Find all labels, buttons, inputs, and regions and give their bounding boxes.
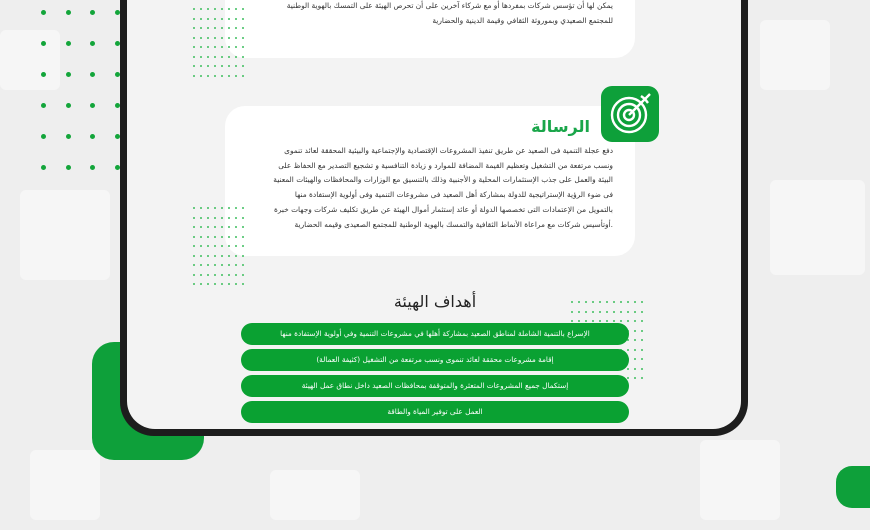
decorative-dot [242, 75, 244, 77]
decorative-dot [242, 46, 244, 48]
decorative-dot [235, 255, 237, 257]
target-icon [601, 86, 659, 142]
decorative-dot [214, 46, 216, 48]
decorative-dot [200, 264, 202, 266]
decorative-dot [221, 8, 223, 10]
decorative-dot [214, 217, 216, 219]
decorative-green-shape [836, 466, 870, 508]
decorative-dot [641, 358, 643, 360]
decorative-dot [641, 377, 643, 379]
decorative-dot [620, 301, 622, 303]
decorative-dot [193, 18, 195, 20]
decorative-dot [193, 245, 195, 247]
decorative-dot [235, 75, 237, 77]
decorative-dot [620, 320, 622, 322]
decorative-dot [214, 18, 216, 20]
decorative-dot [90, 72, 95, 77]
decorative-dot [242, 255, 244, 257]
decorative-dot [207, 236, 209, 238]
decorative-dot [634, 349, 636, 351]
decorative-dot [228, 27, 230, 29]
decorative-dot [228, 226, 230, 228]
decorative-dot [207, 18, 209, 20]
decorative-dot [41, 165, 46, 170]
vision-text [240, 0, 613, 28]
decorative-dot [641, 330, 643, 332]
decorative-dot [585, 311, 587, 313]
decorative-dot [214, 283, 216, 285]
vision-line: للمجتمع الصعيدي وبموروثة الثقافي وقيمة الدينية والحضارية [432, 15, 613, 25]
decorative-dot [200, 75, 202, 77]
decorative-dot [193, 217, 195, 219]
decorative-dot [193, 264, 195, 266]
bg-square [770, 180, 865, 275]
decorative-dot [242, 264, 244, 266]
decorative-dot [228, 245, 230, 247]
decorative-dot [66, 134, 71, 139]
decorative-dot [641, 349, 643, 351]
decorative-dot [235, 245, 237, 247]
decorative-dot [578, 311, 580, 313]
decorative-dot [193, 37, 195, 39]
decorative-dot [214, 255, 216, 257]
decorative-dot [193, 274, 195, 276]
decorative-dot [613, 320, 615, 322]
decorative-dot [200, 18, 202, 20]
mission-line: .أوتأسيس شركات مع مراعاة الأنماط الثقافية والتمسك بالهوية الوطنية للمجتمع الصعيدى وقيمه الحضارية [294, 219, 613, 229]
decorative-dot [235, 65, 237, 67]
decorative-dot [228, 255, 230, 257]
decorative-dot [627, 320, 629, 322]
decorative-dot [221, 217, 223, 219]
decorative-dot [235, 8, 237, 10]
decorative-dot [585, 301, 587, 303]
decorative-dot [200, 8, 202, 10]
decorative-dot [214, 245, 216, 247]
decorative-dot [207, 217, 209, 219]
decorative-dot [634, 377, 636, 379]
decorative-dot [90, 41, 95, 46]
decorative-dot [235, 18, 237, 20]
decorative-dot [221, 65, 223, 67]
decorative-dot [207, 8, 209, 10]
decorative-dot [634, 358, 636, 360]
decorative-dot [627, 368, 629, 370]
decorative-dot [235, 37, 237, 39]
decorative-dot [221, 274, 223, 276]
decorative-dot [193, 75, 195, 77]
decorative-dot [200, 236, 202, 238]
decorative-dot [193, 226, 195, 228]
bg-square [270, 470, 360, 520]
bg-square [760, 20, 830, 90]
decorative-dot [200, 65, 202, 67]
decorative-dot [235, 236, 237, 238]
decorative-dot [613, 311, 615, 313]
bg-square [20, 190, 110, 280]
decorative-dot [207, 207, 209, 209]
decorative-dot [571, 320, 573, 322]
decorative-dot [41, 10, 46, 15]
decorative-dot [115, 134, 120, 139]
decorative-dot [627, 311, 629, 313]
decorative-dot [592, 301, 594, 303]
decorative-dot [228, 46, 230, 48]
decorative-dot [200, 245, 202, 247]
decorative-dot [221, 226, 223, 228]
decorative-dot [235, 283, 237, 285]
decorative-dot [235, 274, 237, 276]
decorative-dot [228, 8, 230, 10]
decorative-dot [200, 226, 202, 228]
decorative-dot [235, 226, 237, 228]
goal-item[interactable]: إقامة مشروعات محققة لعائد تنموى ونسب مرتفعة من التشغيل (كثيفة العمالة) [241, 349, 629, 371]
decorative-dot [221, 75, 223, 77]
decorative-dot [214, 226, 216, 228]
decorative-dot [207, 226, 209, 228]
decorative-dot [606, 301, 608, 303]
decorative-dot [115, 165, 120, 170]
decorative-dot [634, 311, 636, 313]
decorative-dot [221, 236, 223, 238]
decorative-dot [207, 245, 209, 247]
decorative-dot [641, 339, 643, 341]
decorative-dot [221, 255, 223, 257]
decorative-dot [641, 320, 643, 322]
decorative-dot [634, 368, 636, 370]
decorative-dot [200, 46, 202, 48]
goals-title: أهداف الهيئة [393, 292, 477, 311]
decorative-dot [599, 320, 601, 322]
decorative-dot [200, 283, 202, 285]
decorative-dot [193, 236, 195, 238]
mission-line: ونسب مرتفعة من التشغيل وتعظيم القيمة المضافة للموارد و زيادة التنافسية و تشجيع التصدير مع الحفاظ على [278, 160, 613, 170]
decorative-dot [214, 8, 216, 10]
decorative-dot [214, 207, 216, 209]
decorative-dot [578, 301, 580, 303]
decorative-dot [620, 311, 622, 313]
decorative-dot [599, 311, 601, 313]
bg-square [0, 30, 60, 90]
decorative-dot [242, 37, 244, 39]
decorative-dot [66, 165, 71, 170]
decorative-dot [606, 320, 608, 322]
decorative-dot [115, 10, 120, 15]
decorative-dot [90, 134, 95, 139]
decorative-dot [90, 103, 95, 108]
decorative-dot [214, 65, 216, 67]
decorative-dot [613, 301, 615, 303]
decorative-dot [207, 264, 209, 266]
decorative-dot [228, 274, 230, 276]
bg-square [30, 450, 100, 520]
decorative-dot [634, 301, 636, 303]
decorative-dot [627, 301, 629, 303]
decorative-dot [228, 18, 230, 20]
goal-item[interactable]: إستكمال جميع المشروعات المتعثرة والمتوقفة بمحافظات الصعيد داخل نطاق عمل الهيئة [241, 375, 629, 397]
decorative-dot [193, 255, 195, 257]
decorative-dot [571, 301, 573, 303]
mission-line: البيئة والعمل على جذب الإستثمارات المحلية و الأجنبية وذلك بالتنسيق مع الوزارات والمحافظات والهيئات المعنية [273, 175, 613, 185]
decorative-dot [634, 330, 636, 332]
decorative-dot [207, 65, 209, 67]
decorative-dot [242, 274, 244, 276]
decorative-dot [221, 37, 223, 39]
decorative-dot [235, 46, 237, 48]
decorative-dot [200, 217, 202, 219]
decorative-dot [242, 236, 244, 238]
decorative-dot [242, 245, 244, 247]
decorative-dot [41, 134, 46, 139]
mission-line: دفع عجلة التنمية فى الصعيد عن طريق تنفيذ المشروعات الإقتصادية والإجتماعية والبيئية المحققة لعائد تنموى [284, 146, 613, 155]
decorative-dot [228, 264, 230, 266]
decorative-dot [214, 274, 216, 276]
decorative-dot [228, 283, 230, 285]
decorative-dot [235, 217, 237, 219]
decorative-dot [115, 103, 120, 108]
decorative-dot [200, 27, 202, 29]
decorative-dot [90, 165, 95, 170]
mission-text [240, 144, 613, 232]
decorative-dot [200, 207, 202, 209]
decorative-dot [592, 320, 594, 322]
decorative-dot [214, 27, 216, 29]
decorative-dot [221, 245, 223, 247]
decorative-dot [235, 207, 237, 209]
decorative-dot [585, 320, 587, 322]
decorative-dot [634, 320, 636, 322]
decorative-dot [193, 65, 195, 67]
decorative-dot [221, 27, 223, 29]
decorative-dot [207, 27, 209, 29]
decorative-dot [221, 283, 223, 285]
decorative-dot [235, 264, 237, 266]
decorative-dot [41, 72, 46, 77]
goal-item[interactable]: الإسراع بالتنمية الشاملة لمناطق الصعيد بمشاركة أهلها في مشروعات التنمية وفي أولوية الإستفادة منها [241, 323, 629, 345]
decorative-dot [90, 10, 95, 15]
decorative-dot [200, 56, 202, 58]
decorative-dot [207, 37, 209, 39]
decorative-dot [228, 236, 230, 238]
decorative-dot [235, 56, 237, 58]
decorative-dot [207, 274, 209, 276]
decorative-dot [606, 311, 608, 313]
goal-item[interactable]: العمل على توفير المياة والطاقة [241, 401, 629, 423]
decorative-dot [193, 8, 195, 10]
decorative-dot [207, 283, 209, 285]
decorative-dot [627, 377, 629, 379]
decorative-dot [242, 283, 244, 285]
decorative-dot [228, 65, 230, 67]
decorative-dot [228, 56, 230, 58]
decorative-dot [115, 41, 120, 46]
decorative-dot [200, 255, 202, 257]
decorative-dot [214, 75, 216, 77]
decorative-dot [214, 236, 216, 238]
decorative-dot [193, 283, 195, 285]
bg-square [700, 440, 780, 520]
decorative-dot [221, 264, 223, 266]
decorative-dot [599, 301, 601, 303]
decorative-dot [207, 255, 209, 257]
decorative-dot [207, 75, 209, 77]
decorative-dot [193, 46, 195, 48]
decorative-dot [207, 56, 209, 58]
decorative-dot [242, 65, 244, 67]
decorative-dot [200, 37, 202, 39]
vision-line: يمكن لها أن تؤسس شركات بمفردها أو مع شركاء آخرين على أن تحرص الهيئة على التمسك بالهوية الوطنية [286, 1, 613, 10]
decorative-dot [228, 207, 230, 209]
decorative-dot [221, 46, 223, 48]
decorative-dot [228, 37, 230, 39]
decorative-dot [242, 56, 244, 58]
decorative-dot [41, 103, 46, 108]
decorative-dot [228, 217, 230, 219]
mission-line: بالتمويل من الإعتمادات التى تخصصها الدولة أو عائد إستثمار أموال الهيئة عن طريق تكليف شركات وجهات خبرة [273, 204, 613, 214]
mission-line: فى ضوء الرؤية الإستراتيجية للدولة بمشاركة أهل الصعيد فى مشروعات التنمية وفى أولوية الإستفادة منها [294, 190, 613, 200]
decorative-dot [221, 207, 223, 209]
decorative-dot [214, 37, 216, 39]
decorative-dot [207, 46, 209, 48]
decorative-dot [66, 41, 71, 46]
decorative-dot [641, 311, 643, 313]
decorative-dot [66, 72, 71, 77]
decorative-dot [66, 103, 71, 108]
decorative-dot [634, 339, 636, 341]
decorative-dot [627, 349, 629, 351]
decorative-dot [66, 10, 71, 15]
decorative-dot [228, 75, 230, 77]
decorative-dot [41, 41, 46, 46]
mission-title: الرسالة [531, 117, 590, 136]
decorative-dot [214, 56, 216, 58]
decorative-dot [641, 368, 643, 370]
decorative-dot [578, 320, 580, 322]
decorative-dot [221, 18, 223, 20]
decorative-dot [592, 311, 594, 313]
decorative-dot [641, 301, 643, 303]
decorative-dot [200, 274, 202, 276]
decorative-dot [193, 207, 195, 209]
decorative-dot [193, 27, 195, 29]
decorative-dot [214, 264, 216, 266]
decorative-dot [571, 311, 573, 313]
decorative-dot [115, 72, 120, 77]
decorative-dot [221, 56, 223, 58]
decorative-dot [193, 56, 195, 58]
decorative-dot [235, 27, 237, 29]
